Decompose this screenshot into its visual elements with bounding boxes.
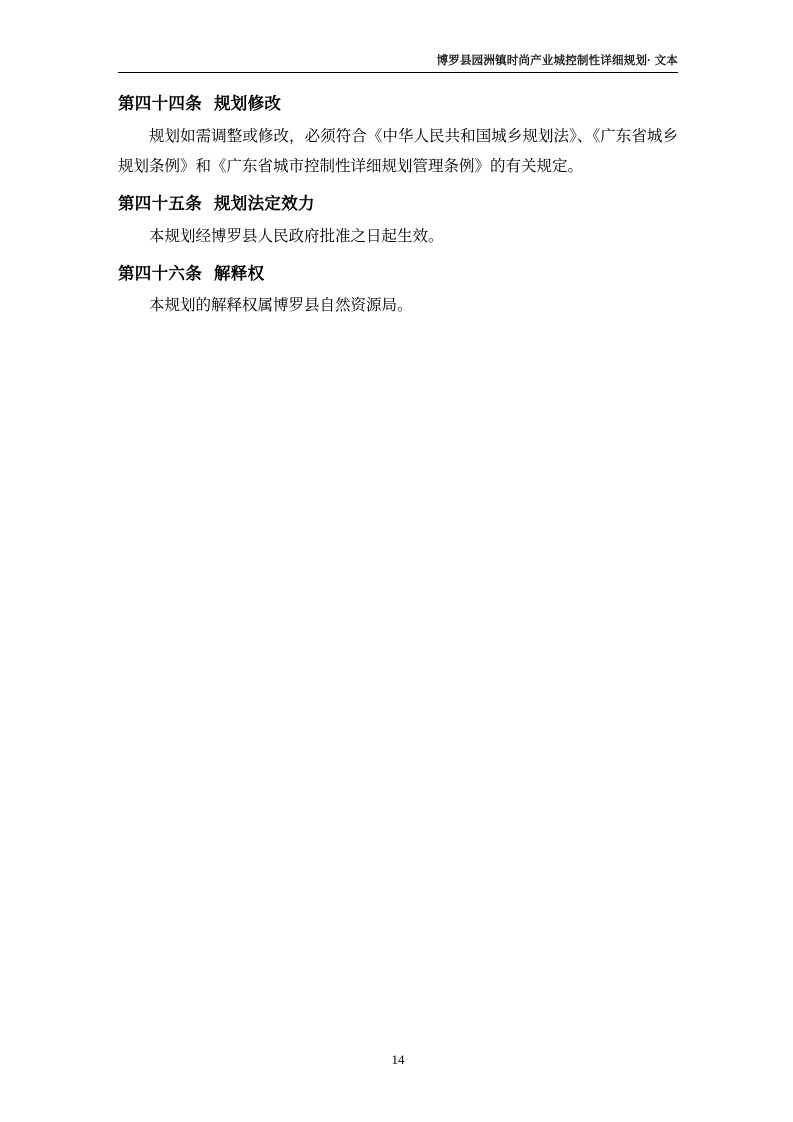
running-header: 博罗县园洲镇时尚产业城控制性详细规划· 文本 <box>436 55 678 67</box>
article-heading-46 <box>118 262 678 288</box>
document-body <box>118 92 678 328</box>
article-body-44: 规划如需调整或修改，必须符合《中华人民共和国城乡规划法》、《广东省城乡规划条例》和《广东省城市控制性详细规划管理条例》的有关规定。 <box>118 127 678 175</box>
article-title-46: 解释权 <box>214 264 265 283</box>
article-heading-45 <box>118 192 678 218</box>
article-number-44: 第四十四条 <box>118 95 202 113</box>
article-heading-44 <box>118 92 678 118</box>
article-body-46: 本规划的解释权属博罗县自然资源局。 <box>149 297 413 315</box>
article-body-45: 本规划经博罗县人民政府批准之日起生效。 <box>149 227 444 245</box>
header-divider <box>118 72 678 73</box>
article-title-44: 规划修改 <box>214 95 282 113</box>
article-number-46: 第四十六条 <box>118 264 202 283</box>
page-number: 14 <box>391 1052 405 1067</box>
article-title-45: 规划法定效力 <box>214 195 315 213</box>
article-number-45: 第四十五条 <box>118 195 202 213</box>
